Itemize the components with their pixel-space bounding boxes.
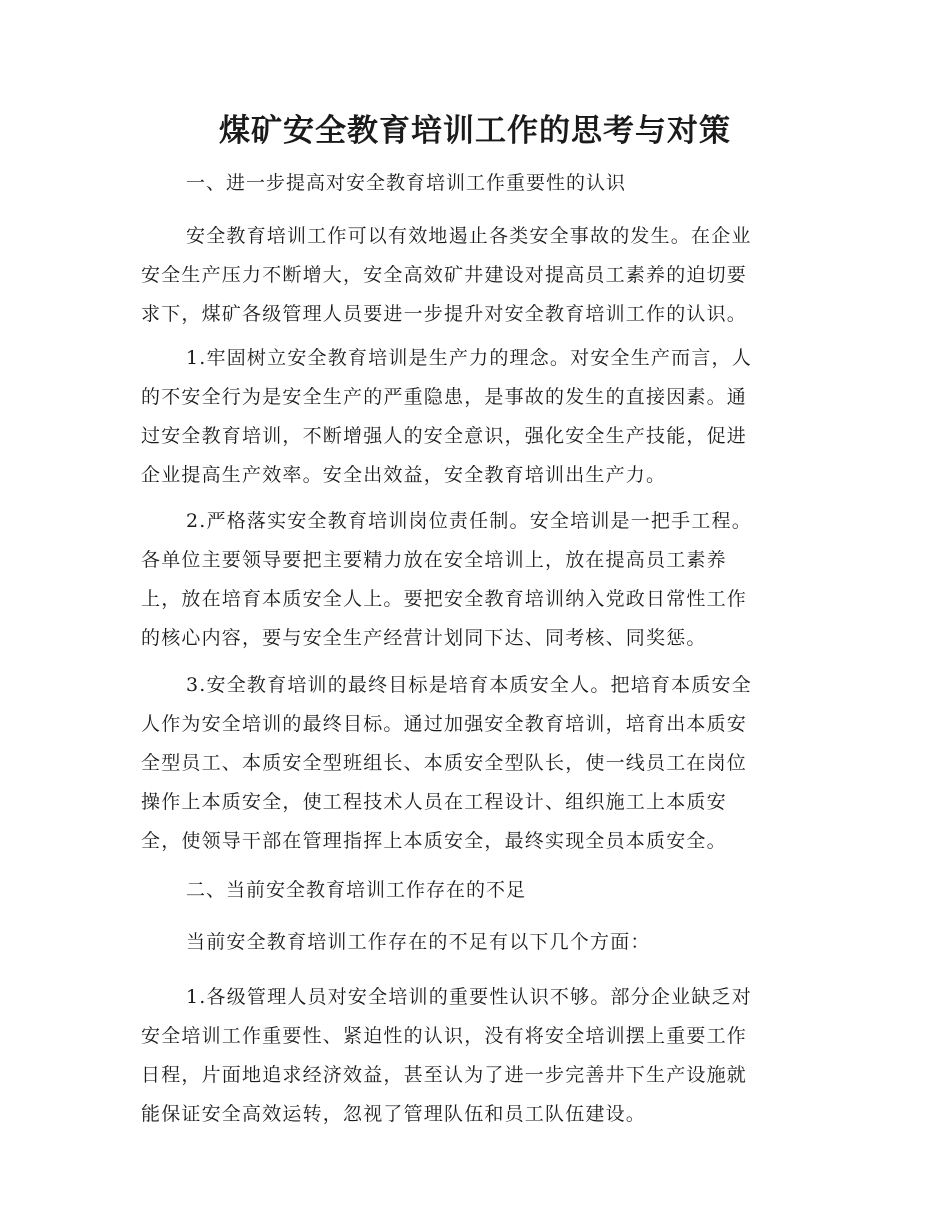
paragraph-s1-item2 — [141, 502, 792, 658]
paragraph-line: 1.牢固树立安全教育培训是生产力的理念。对安全生产而言，人 — [186, 347, 752, 369]
section-heading-1: 一、进一步提高对安全教育培训工作重要性的认识 — [186, 172, 627, 194]
paragraph-line: 3.安全教育培训的最终目标是培育本质安全人。把培育本质安全 — [186, 674, 752, 696]
paragraph-line: 企业提高生产效率。安全出效益，安全教育培训出生产力。 — [141, 464, 667, 486]
paragraph-line: 操作上本质安全，使工程技术人员在工程设计、组织施工上本质安 — [141, 791, 727, 813]
paragraph-line: 全，使领导干部在管理指挥上本质安全，最终实现全员本质安全。 — [141, 830, 727, 852]
document-title: 煤矿安全教育培训工作的思考与对策 — [219, 113, 731, 149]
paragraph-line: 2.严格落实安全教育培训岗位责任制。安全培训是一把手工程。 — [186, 510, 752, 532]
paragraph-line: 安全培训工作重要性、紧迫性的认识，没有将安全培训摆上重要工作 — [141, 1025, 748, 1047]
paragraph-line: 的核心内容，要与安全生产经营计划同下达、同考核、同奖惩。 — [141, 627, 707, 649]
paragraph-line: 1.各级管理人员对安全培训的重要性认识不够。部分企业缺乏对 — [186, 986, 752, 1008]
paragraph-line: 上，放在培育本质安全人上。要把安全教育培训纳入党政日常性工作 — [141, 588, 748, 610]
paragraph-s1-item1 — [141, 339, 792, 495]
paragraph-line: 各单位主要领导要把主要精力放在安全培训上，放在提高员工素养 — [141, 549, 727, 571]
paragraph-line: 当前安全教育培训工作存在的不足有以下几个方面： — [186, 931, 651, 953]
paragraph-s2-item1 — [141, 978, 792, 1134]
paragraph-line: 求下，煤矿各级管理人员要进一步提升对安全教育培训工作的认识。 — [141, 303, 748, 325]
paragraph-line: 全型员工、本质安全型班组长、本质安全型队长，使一线员工在岗位 — [141, 752, 748, 774]
section-heading-2: 二、当前安全教育培训工作存在的不足 — [186, 879, 527, 901]
paragraph-line: 人作为安全培训的最终目标。通过加强安全教育培训，培育出本质安 — [141, 713, 748, 735]
paragraph-s1-intro — [141, 217, 792, 334]
paragraph-line: 过安全教育培训，不断增强人的安全意识，强化安全生产技能，促进 — [141, 425, 748, 447]
paragraph-line: 能保证安全高效运转，忽视了管理队伍和员工队伍建设。 — [141, 1103, 647, 1125]
paragraph-line: 日程，片面地追求经济效益，甚至认为了进一步完善井下生产设施就 — [141, 1064, 748, 1086]
paragraph-line: 安全教育培训工作可以有效地遏止各类安全事故的发生。在企业 — [186, 225, 752, 247]
paragraph-s2-intro — [141, 923, 792, 962]
paragraph-line: 的不安全行为是安全生产的严重隐患，是事故的发生的直接因素。通 — [141, 386, 748, 408]
paragraph-s1-item3 — [141, 666, 792, 861]
paragraph-line: 安全生产压力不断增大，安全高效矿井建设对提高员工素养的迫切要 — [141, 264, 748, 286]
